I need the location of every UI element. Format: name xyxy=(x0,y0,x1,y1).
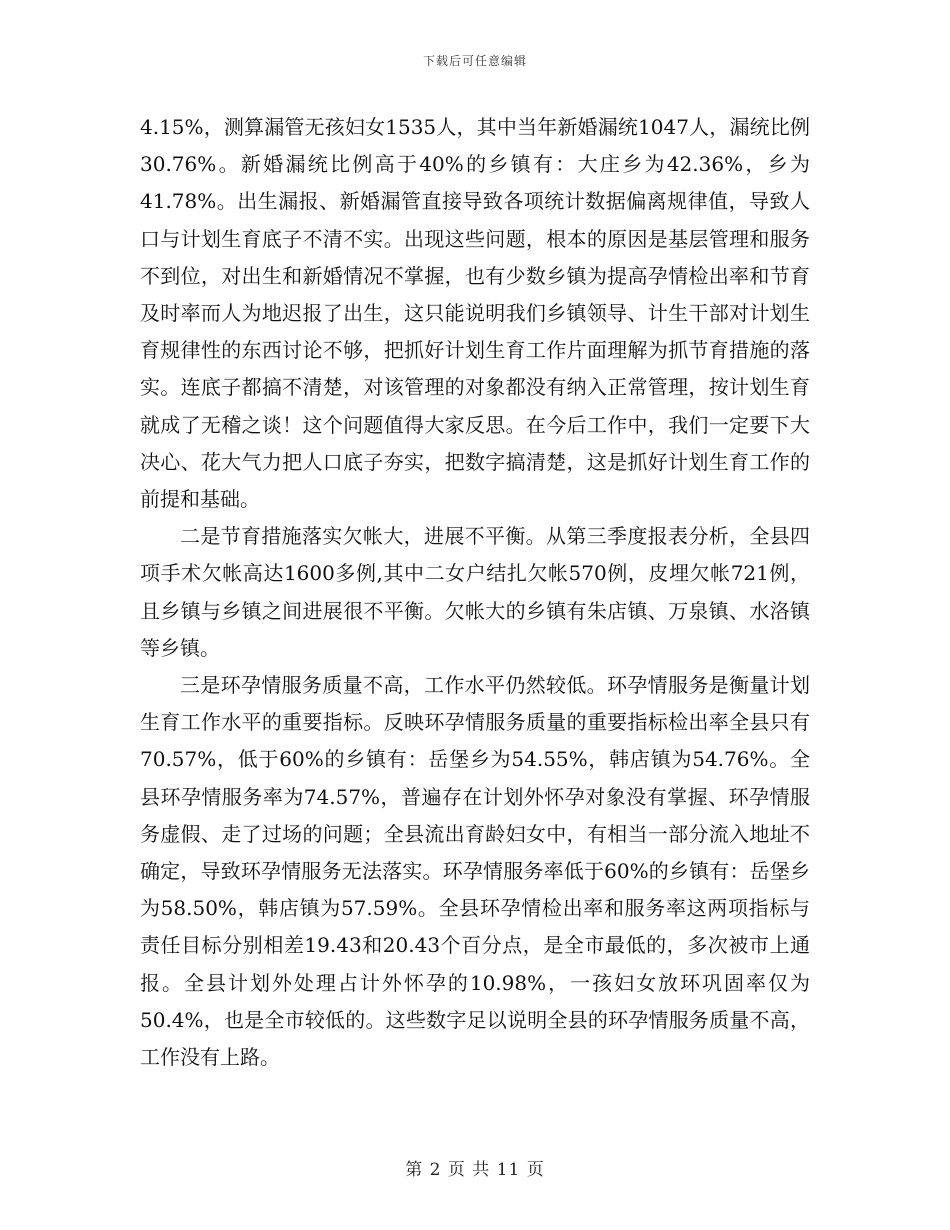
paragraph-1: 4.15%，测算漏管无孩妇女1535人，其中当年新婚漏统1047人，漏统比例30.76%。新婚漏统比例高于40%的乡镇有：大庄乡为42.36%，乡为41.78%。出生漏报、新婚漏管直接导致各项统计数据偏离规律值，导致人口与计划生育底子不清不实。出现这些问题，根本的原因是基层管理和服务不到位，对出生和新婚情况不掌握，也有少数乡镇为提高孕情检出率和节育及时率而人为地迟报了出生，这只能说明我们乡镇领导、计生干部对计划生育规律性的东西讨论不够，把抓好计划生育工作片面理解为抓节育措施的落实。连底子都搞不清楚，对该管理的对象都没有纳入正常管理，按计划生育就成了无稽之谈！这个问题值得大家反思。在今后工作中，我们一定要下大决心、花大气力把人口底子夯实，把数字搞清楚，这是抓好计划生育工作的前提和基础。 xyxy=(140,115,810,512)
paragraph-2: 二是节育措施落实欠帐大，进展不平衡。从第三季度报表分析，全县四项手术欠帐高达1600多例,其中二女户结扎欠帐570例，皮埋欠帐721例，且乡镇与乡镇之间进展很不平衡。欠帐大的乡镇有朱店镇、万泉镇、水洛镇等乡镇。 xyxy=(140,524,810,660)
page-footer: 第 2 页 共 11 页 xyxy=(405,1160,545,1180)
page-header: 下载后可任意编辑 xyxy=(422,54,527,68)
paragraph-3: 三是环孕情服务质量不高，工作水平仍然较低。环孕情服务是衡量计划生育工作水平的重要指标。反映环孕情服务质量的重要指标检出率全县只有70.57%，低于60%的乡镇有：岳堡乡为54.55%，韩店镇为54.76%。全县环孕情服务率为74.57%，普遍存在计划外怀孕对象没有掌握、环孕情服务虚假、走了过场的问题；全县流出育龄妇女中，有相当一部分流入地址不确定，导致环孕情服务无法落实。环孕情服务率低于60%的乡镇有：岳堡乡为58.50%，韩店镇为57.59%。全县环孕情检出率和服务率这两项指标与责任目标分别相差19.43和20.43个百分点，是全市最低的，多次被市上通报。全县计划外处理占计外怀孕的10.98%，一孩妇女放环巩固率仅为50.4%，也是全市较低的。这些数字足以说明全县的环孕情服务质量不高，工作没有上路。 xyxy=(140,673,810,1070)
document-body xyxy=(140,109,810,1076)
